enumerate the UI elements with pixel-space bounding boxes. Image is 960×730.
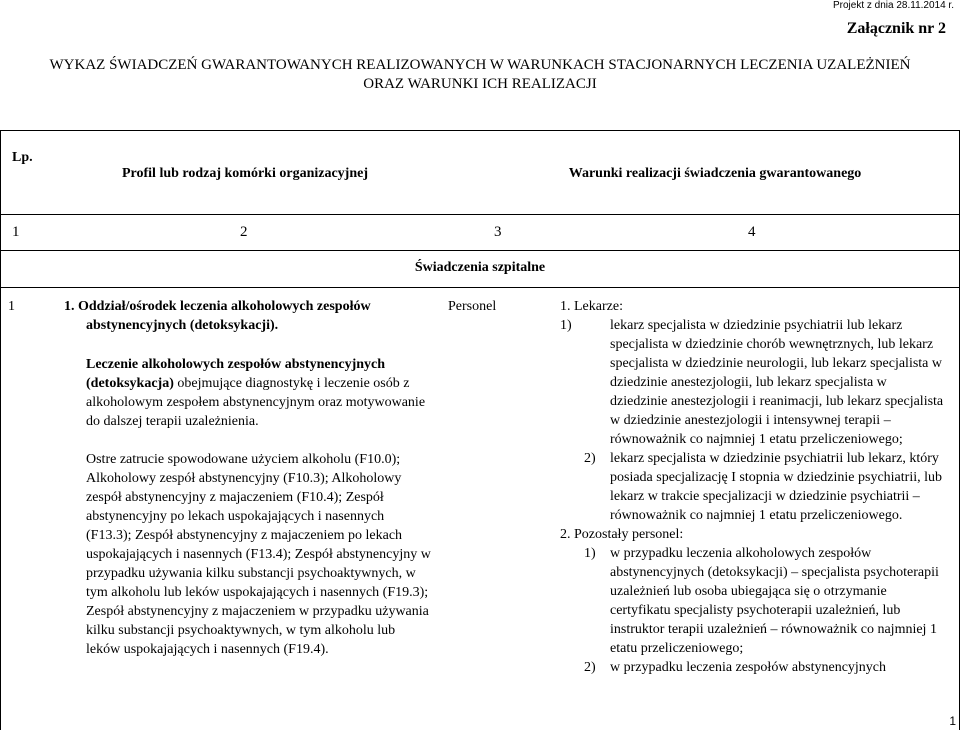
description-bold: Leczenie alkoholowych zespołów abstynencyjnych (detoksykacja) xyxy=(86,357,386,391)
col-number-1: 1 xyxy=(12,224,20,240)
page-number: 1 xyxy=(949,714,956,728)
staff-item-2-text: w przypadku leczenia zespołów abstynencyjnych xyxy=(610,660,887,675)
unit-number: 1. xyxy=(64,299,75,314)
title-line-1: WYKAZ ŚWIADCZEŃ GWARANTOWANYCH REALIZOWANYCH W WARUNKACH STACJONARNYCH LECZENIA UZALEŻNIEŃ xyxy=(49,57,911,73)
doctors-item-1-num: 1) xyxy=(560,318,572,333)
col-number-4: 4 xyxy=(748,224,756,240)
staff-item-2 xyxy=(560,658,945,677)
description-rest: obejmujące diagnostykę i leczenie osób z alkoholowym zespołem abstynencyjnym oraz motywowanie do dalszej terapii uzależnienia. xyxy=(86,376,426,429)
staff-heading: 2. Pozostały personel: xyxy=(560,527,684,542)
category-label: Personel xyxy=(448,299,497,314)
staff-item-2-num: 2) xyxy=(584,660,596,675)
document-title xyxy=(0,56,960,94)
service-description xyxy=(86,355,432,431)
conditions-block xyxy=(560,297,945,677)
icd-codes: Ostre zatrucie spowodowane użyciem alkoholu (F10.0); Alkoholowy zespół abstynencyjny (F10.3); Alkoholowy zespół abstynencyjny z majaczeniem (F10.4); Zespół abstynencyjny po lekach uspokajających i nasennych (F13.3); Zespół abstynencyjny z majaczeniem po lekach uspokajających i nasennych (F13.4); Zespół abstynencyjny w przypadku używania kilku substancji psychoaktywnych, w tym alkoholu lub leków uspokajających i nasennych (F19.3); Zespół abstynencyjny z majaczeniem w przypadku używania kilku substancji psychoaktywnych, w tym alkoholu lub leków uspokajających i nasennych (F19.4). xyxy=(86,452,431,657)
staff-item-1-num: 1) xyxy=(584,546,596,561)
unit-name-text: Oddział/ośrodek leczenia alkoholowych zespołów abstynencyjnych (detoksykacji). xyxy=(78,299,371,333)
section-title: Świadczenia szpitalne xyxy=(414,260,546,275)
doctors-item-1-text: lekarz specjalista w dziedzinie psychiatrii lub lekarz specjalista w dziedzinie chorób wewnętrznych, lub lekarz specjalista w dziedzinie neurologii, lub lekarz specjalista w dziedzinie anestezjologii, lub lekarz specjalista w dziedzinie anestezjologii i reanimacji, lub lekarz specjalista w dziedzinie anestezjologii i intensywnej terapii – równoważnik co najmniej 1 etatu przeliczeniowego; xyxy=(610,318,944,447)
doctors-item-2-text: lekarz specjalista w dziedzinie psychiatrii lub lekarz, który posiada specjalizację I stopnia w dziedzinie psychiatrii, lub lekarz w trakcie specjalizacji w dziedzinie psychiatrii – równoważnik co najmniej 1 etatu przeliczeniowego. xyxy=(610,451,942,523)
title-line-2: ORAZ WARUNKI ICH REALIZACJI xyxy=(363,76,597,92)
col-number-2: 2 xyxy=(240,224,248,240)
header-conditions: Warunki realizacji świadczenia gwarantowanego xyxy=(568,166,862,181)
col-number-3: 3 xyxy=(494,224,502,240)
doctors-item-2-num: 2) xyxy=(584,451,596,466)
unit-name xyxy=(64,297,446,335)
staff-item-1-text: w przypadku leczenia alkoholowych zespołów abstynencyjnych (detoksykacji) – specjalista psychoterapii uzależnień lub osoba ubiegająca się o otrzymanie certyfikatu specjalisty psychoterapii uzależnień, lub instruktor terapii uzależnień – równoważnik co najmniej 1 etatu przeliczeniowego; xyxy=(610,546,939,656)
attachment-label: Załącznik nr 2 xyxy=(846,20,946,37)
doctors-heading: 1. Lekarze: xyxy=(560,299,623,314)
project-note: Projekt z dnia 28.11.2014 r. xyxy=(832,0,954,11)
doctors-item-2 xyxy=(560,449,945,525)
doctors-item-1 xyxy=(560,316,945,449)
staff-item-1 xyxy=(560,544,945,658)
header-lp: Lp. xyxy=(12,150,33,165)
header-profile: Profil lub rodzaj komórki organizacyjnej xyxy=(121,166,369,181)
row-lp: 1 xyxy=(8,299,15,314)
